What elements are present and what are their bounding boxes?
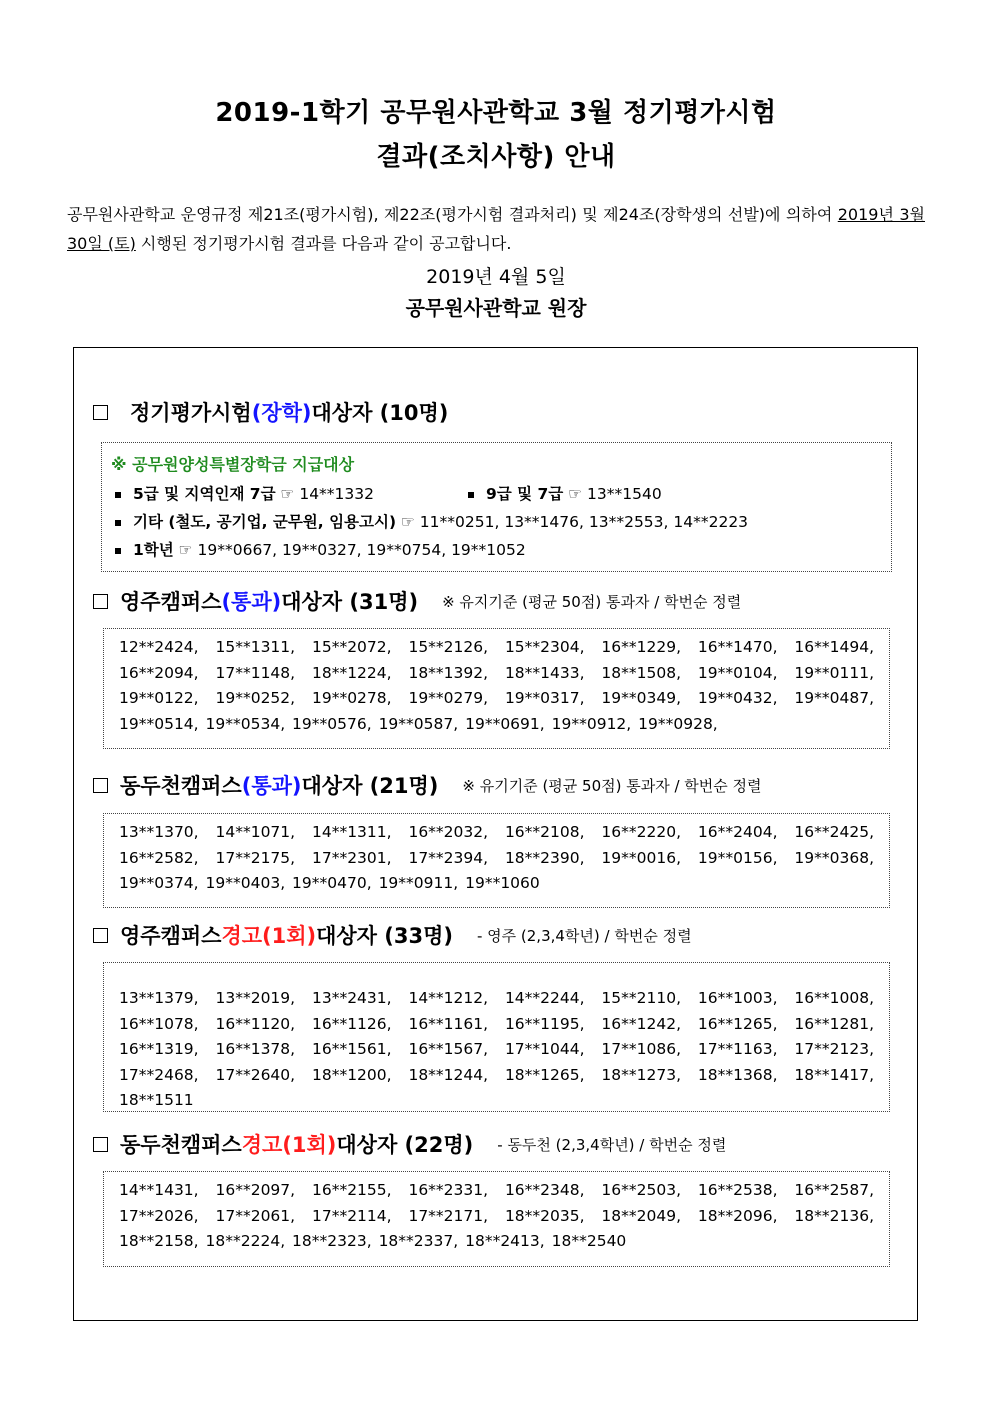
bullet-icon <box>115 548 121 554</box>
signature: 공무원사관학교 원장 <box>405 296 587 320</box>
heading-count: 대상자 (33명) <box>316 924 453 948</box>
heading-note: ※ 유지기준 (평균 50점) 통과자 / 학번순 정렬 <box>442 592 742 611</box>
checkbox-icon <box>93 405 108 420</box>
scholarship-box <box>101 442 892 572</box>
heading-count: 대상자 (10명) <box>311 401 449 425</box>
item-label: 기타 (철도, 공기업, 군무원, 임용고시) <box>133 513 397 531</box>
heading-highlight: (장학) <box>251 401 312 425</box>
heading-highlight: 경고(1회) <box>221 924 317 948</box>
yeongju-warning-id-list: 13**1379, 13**2019, 13**2431, 14**1212, 14**2244, 15**2110, 16**1003, 16**1008, 16**1078, 16**1120, 16**1126, 16**1161, 16**1195, 16**1242, 16**1265, 16**1281, 16**1319, 16**1378, 16**1561, 16**1567, 17**1044, 17**1086, 17**1163, 17**2123, 17**2468, 17**2640, 18**1200, 18**1244, 18**1265, 18**1273, 18**1368, 18**1417, 18**1511 <box>103 962 890 1112</box>
announce-date: 2019년 4월 5일 <box>426 266 566 288</box>
title-line-1: 2019-1학기 공무원사관학교 3월 정기평가시험 <box>215 98 777 128</box>
item-label: 9급 및 7급 <box>486 485 564 503</box>
scholarship-item-etc <box>115 510 748 536</box>
intro-text-before: 공무원사관학교 운영규정 제21조(평가시험), 제22조(평가시험 결과처리) 및 제24조(장학생의 선발)에 의하여 <box>67 205 838 224</box>
section-scholarship-heading <box>93 397 448 427</box>
item-ids: ☞ 13**1540 <box>568 485 662 503</box>
heading-note: ※ 유기기준 (평균 50점) 통과자 / 학번순 정렬 <box>462 776 762 795</box>
intro-paragraph <box>67 200 925 258</box>
intro-exam-date: 2019년 3월 30일 (토) <box>67 205 925 253</box>
heading-text: 영주캠퍼스 <box>120 590 222 614</box>
section-dongducheon-warning-heading <box>93 1129 726 1159</box>
heading-highlight: (통과) <box>221 590 282 614</box>
heading-highlight: 경고(1회) <box>241 1133 337 1157</box>
section-yeongju-pass-heading <box>93 586 741 616</box>
section-yeongju-warning-heading <box>93 920 692 950</box>
heading-text: 동두천캠퍼스 <box>120 1133 242 1157</box>
item-label: 1학년 <box>133 541 174 559</box>
scholarship-subheading: ※ 공무원양성특별장학금 지급대상 <box>111 455 355 474</box>
heading-text: 동두천캠퍼스 <box>120 774 242 798</box>
scholarship-item-1st-year <box>115 538 526 564</box>
bullet-icon <box>468 492 474 498</box>
heading-highlight: (통과) <box>241 774 302 798</box>
yeongju-pass-id-list: 12**2424, 15**1311, 15**2072, 15**2126, 15**2304, 16**1229, 16**1470, 16**1494, 16**2094, 17**1148, 18**1224, 18**1392, 18**1433, 18**1508, 19**0104, 19**0111, 19**0122, 19**0252, 19**0278, 19**0279, 19**0317, 19**0349, 19**0432, 19**0487, 19**0514, 19**0534, 19**0576, 19**0587, 19**0691, 19**0912, 19**0928, <box>103 628 890 749</box>
checkbox-icon <box>93 594 108 609</box>
heading-count: 대상자 (31명) <box>281 590 419 614</box>
intro-text-after: 시행된 정기평가시험 결과를 다음과 같이 공고합니다. <box>135 234 512 253</box>
checkbox-icon <box>93 1137 108 1152</box>
dongducheon-warning-id-list: 14**1431, 16**2097, 16**2155, 16**2331, 16**2348, 16**2503, 16**2538, 16**2587, 17**2026, 17**2061, 17**2114, 17**2171, 18**2035, 18**2049, 18**2096, 18**2136, 18**2158, 18**2224, 18**2323, 18**2337, 18**2413, 18**2540 <box>103 1171 890 1267</box>
heading-text: 영주캠퍼스 <box>120 924 222 948</box>
heading-note: - 영주 (2,3,4학년) / 학번순 정렬 <box>476 926 692 945</box>
heading-count: 대상자 (22명) <box>336 1133 474 1157</box>
scholarship-item-9gup <box>468 482 662 508</box>
item-ids: ☞ 14**1332 <box>280 485 375 503</box>
checkbox-icon <box>93 928 108 943</box>
heading-note: - 동두천 (2,3,4학년) / 학번순 정렬 <box>497 1135 727 1154</box>
heading-text: 정기평가시험 <box>130 401 252 425</box>
item-label: 5급 및 지역인재 7급 <box>133 485 276 503</box>
item-ids: ☞ 11**0251, 13**1476, 13**2553, 14**2223 <box>400 513 749 531</box>
title-line-2: 결과(조치사항) 안내 <box>376 142 616 172</box>
bullet-icon <box>115 492 121 498</box>
section-dongducheon-pass-heading <box>93 770 762 800</box>
dongducheon-pass-id-list: 13**1370, 14**1071, 14**1311, 16**2032, 16**2108, 16**2220, 16**2404, 16**2425, 16**2582, 17**2175, 17**2301, 17**2394, 18**2390, 19**0016, 19**0156, 19**0368, 19**0374, 19**0403, 19**0470, 19**0911, 19**1060 <box>103 813 890 908</box>
checkbox-icon <box>93 778 108 793</box>
scholarship-item-5gup <box>115 482 374 508</box>
bullet-icon <box>115 520 121 526</box>
heading-count: 대상자 (21명) <box>301 774 439 798</box>
item-ids: ☞ 19**0667, 19**0327, 19**0754, 19**1052 <box>178 541 526 559</box>
